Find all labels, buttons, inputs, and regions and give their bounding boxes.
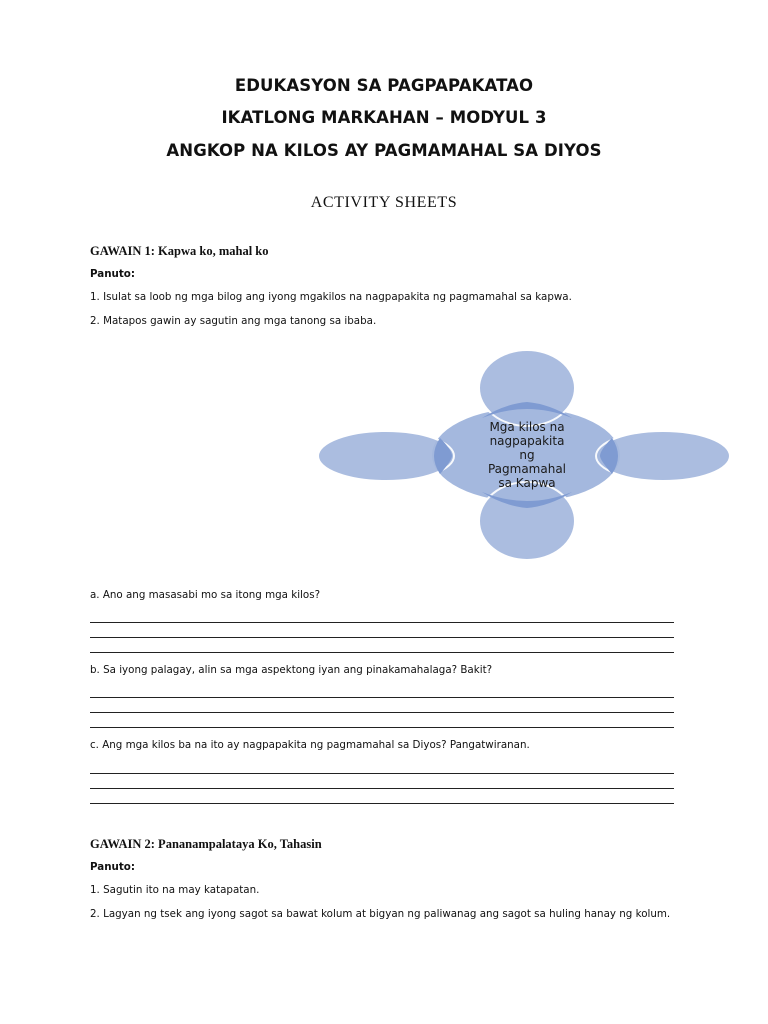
diagram-label-line-2: nagpapakita <box>489 434 565 448</box>
bottom-circle <box>479 482 575 560</box>
answer-line <box>90 788 674 789</box>
gawain2-title: GAWAIN 2: Pananampalataya Ko, Tahasin <box>90 837 322 851</box>
question-c: c. Ang mga kilos ba na ito ay nagpapakita ng pagmamahal sa Diyos? Pangatwiranan. <box>90 739 530 751</box>
gawain2-panuto: Panuto: <box>90 861 135 873</box>
answer-line <box>90 727 674 728</box>
answer-line <box>90 712 674 713</box>
answer-line <box>90 697 674 698</box>
quarter-title: IKATLONG MARKAHAN – MODYUL 3 <box>221 108 547 127</box>
diagram-label-line-1: Mga kilos na <box>489 420 565 434</box>
question-b: b. Sa iyong palagay, alin sa mga aspektong iyan ang pinakamahalaga? Bakit? <box>90 664 493 676</box>
answer-line <box>90 652 674 653</box>
subject-title: EDUKASYON SA PAGPAPAKATAO <box>234 76 534 95</box>
top-circle <box>479 350 575 426</box>
answer-line <box>90 773 674 774</box>
gawain1-title: GAWAIN 1: Kapwa ko, mahal ko <box>90 244 269 258</box>
gawain2-step-1: 1. Sagutin ito na may katapatan. <box>90 884 260 896</box>
left-circle <box>318 431 454 481</box>
answer-line <box>90 622 674 623</box>
gawain1-panuto: Panuto: <box>90 268 135 280</box>
diagram-label-line-4: Pagmamahal <box>487 462 567 476</box>
answer-line <box>90 803 674 804</box>
diagram-label-line-5: sa Kapwa <box>498 476 556 490</box>
gawain1-step-1: 1. Isulat sa loob ng mga bilog ang iyong mgakilos na nagpapakita ng pagmamahal sa kapwa. <box>90 291 572 303</box>
answer-line <box>90 637 674 638</box>
gawain2-step-2: 2. Lagyan ng tsek ang iyong sagot sa bawat kolum at bigyan ng paliwanag ang sagot sa huling hanay ng kolum. <box>90 908 671 920</box>
lesson-title: ANGKOP NA KILOS AY PAGMAMAHAL SA DIYOS <box>166 141 602 160</box>
gawain1-step-2: 2. Matapos gawin ay sagutin ang mga tanong sa ibaba. <box>90 315 377 327</box>
activity-sheets-subtitle: ACTIVITY SHEETS <box>310 194 458 211</box>
question-a: a. Ano ang masasabi mo sa itong mga kilos? <box>90 589 321 601</box>
diagram-label-line-3: ng <box>519 448 535 462</box>
